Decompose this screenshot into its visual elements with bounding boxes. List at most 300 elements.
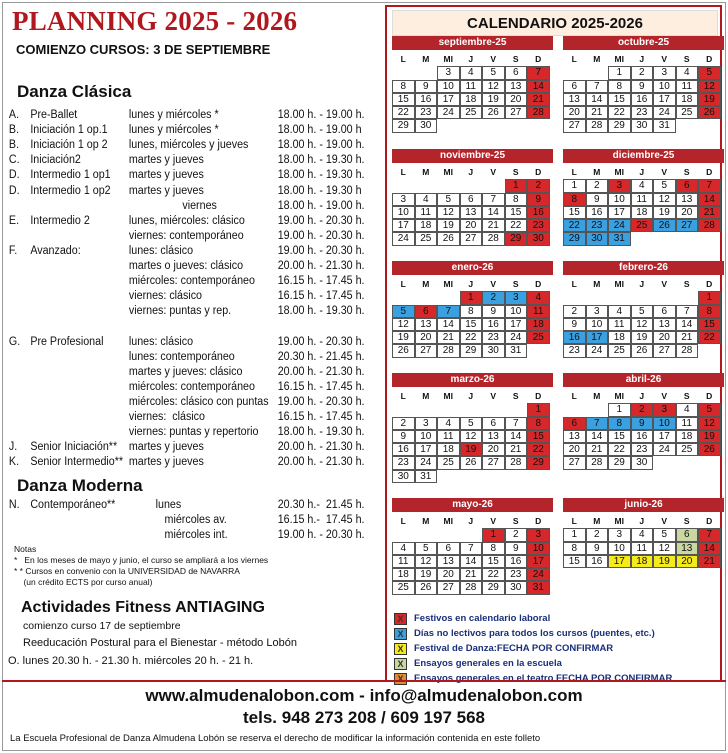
calendar-day: 11	[676, 417, 699, 430]
weekday-label: J	[639, 279, 645, 289]
calendar-day: 18	[392, 568, 415, 581]
course-time: 18.00 h. - 19.30 h	[277, 184, 362, 197]
calendar-day: 13	[437, 555, 460, 568]
calendar-day: 16	[586, 206, 609, 219]
calendar-day: 29	[563, 232, 586, 245]
legend-text: Festival de Danza:FECHA POR CONFIRMAR	[414, 643, 614, 654]
calendar-day: 23	[482, 331, 505, 344]
calendar-day: 21	[586, 106, 609, 119]
calendar-day: 1	[563, 179, 586, 192]
month-header: mayo-26	[392, 498, 553, 512]
calendar-day: 24	[608, 219, 631, 232]
calendar-day: 29	[460, 344, 483, 357]
legend-item	[392, 657, 672, 672]
weekday-label: MI	[443, 516, 453, 526]
calendar-day: 31	[608, 232, 631, 245]
weekday-label: S	[683, 279, 690, 289]
calendar-day: 13	[563, 430, 586, 443]
calendar-day: 13	[505, 80, 528, 93]
calendar-day: 26	[698, 443, 721, 456]
course-days: miércoles av.	[128, 514, 227, 527]
calendar-legend	[392, 612, 672, 687]
weekday-label: D	[706, 54, 713, 64]
calendar-day: 12	[653, 193, 676, 206]
calendar-day: 15	[505, 206, 528, 219]
calendar-day: 13	[482, 430, 505, 443]
calendar-day: 26	[415, 581, 438, 594]
course-letter: D.	[8, 169, 20, 182]
month-grid	[563, 278, 724, 358]
calendar-day: 23	[586, 219, 609, 232]
course-days: lunes: clásico	[128, 244, 194, 257]
calendar-day: 22	[608, 443, 631, 456]
weekday-label: MI	[443, 54, 453, 64]
contact-web-email[interactable]: www.almudenalobon.com - info@almudenalobon.com	[145, 686, 583, 705]
month-grid	[563, 390, 724, 470]
calendar-day: 14	[698, 542, 721, 555]
weekday-label: D	[706, 516, 713, 526]
legend-swatch: X	[394, 643, 407, 655]
note-line: (un crédito ECTS por curso anual)	[14, 577, 153, 587]
course-name: Senior Intermedio**	[30, 456, 124, 469]
calendar-day: 17	[392, 219, 415, 232]
calendar-day: 2	[482, 291, 505, 304]
weekday-label: L	[400, 54, 406, 64]
calendar-day: 21	[460, 568, 483, 581]
calendar-day: 7	[586, 417, 609, 430]
calendar-day: 28	[482, 232, 505, 245]
calendar-day: 17	[586, 331, 609, 344]
contact-phones: tels. 948 273 208 / 609 197 568	[243, 708, 485, 727]
calendar-day: 8	[392, 80, 415, 93]
fitness-title: Actividades Fitness ANTIAGING	[21, 599, 265, 616]
weekday-label: S	[512, 279, 519, 289]
calendar-day: 25	[676, 106, 699, 119]
weekday-label: S	[683, 516, 690, 526]
calendar-day: 7	[586, 80, 609, 93]
month-abril-26	[563, 373, 724, 470]
calendar-day: 19	[437, 219, 460, 232]
course-time: 18.00 h. - 19.00 h.	[277, 199, 365, 212]
calendar-day: 12	[482, 80, 505, 93]
note-line: * En los meses de mayo y junio, el curso se ampliará a los viernes	[14, 555, 269, 565]
calendar-day: 9	[415, 80, 438, 93]
weekday-label: M	[422, 279, 430, 289]
course-time: 18.00 h. - 19.00 h.	[277, 139, 365, 152]
calendar-day: 11	[415, 206, 438, 219]
calendar-day: 16	[631, 93, 654, 106]
course-time: 16.15 h.- 17.45 h.	[277, 514, 365, 527]
calendar-day: 11	[392, 555, 415, 568]
calendar-day: 6	[505, 66, 528, 79]
calendar-day: 17	[527, 555, 550, 568]
weekday-label: J	[468, 516, 474, 526]
month-junio-26	[563, 498, 724, 568]
weekday-label: V	[490, 54, 497, 64]
calendar-day: 6	[563, 417, 586, 430]
calendar-day: 13	[653, 318, 676, 331]
calendar-day: 24	[505, 331, 528, 344]
calendar-day: 17	[437, 93, 460, 106]
weekday-label: S	[512, 54, 519, 64]
calendar-day: 14	[505, 430, 528, 443]
course-days: viernes: contemporáneo	[128, 229, 244, 242]
calendar-day: 27	[460, 232, 483, 245]
calendar-day: 3	[653, 403, 676, 416]
legend-swatch: X	[394, 613, 407, 625]
calendar-day: 6	[653, 305, 676, 318]
legend-swatch: X	[394, 628, 407, 640]
calendar-day: 12	[631, 318, 654, 331]
note-line: Notas	[14, 544, 37, 554]
course-days: viernes: puntas y repertorio	[128, 426, 259, 439]
weekday-label: J	[468, 279, 474, 289]
calendar-day: 21	[676, 331, 699, 344]
weekday-label: MI	[614, 391, 624, 401]
calendar-day: 7	[460, 542, 483, 555]
calendar-day: 2	[527, 179, 550, 192]
calendar-day: 19	[482, 93, 505, 106]
calendar-day: 27	[563, 456, 586, 469]
course-name: Intermedio 1 op2	[30, 184, 111, 197]
calendar-day: 1	[527, 403, 550, 416]
calendar-day: 25	[631, 219, 654, 232]
course-days: martes o jueves: clásico	[128, 260, 244, 272]
weekday-label: M	[422, 391, 430, 401]
weekday-label: V	[661, 167, 668, 177]
calendar-day: 7	[505, 417, 528, 430]
month-header: noviembre-25	[392, 149, 553, 163]
course-days: viernes: clásico	[128, 290, 203, 303]
calendar-day: 16	[586, 555, 609, 568]
calendar-day: 23	[631, 443, 654, 456]
weekday-label: L	[571, 54, 577, 64]
course-letter: F.	[8, 244, 18, 257]
course-time: 18.00 h. - 19.30 h.	[277, 154, 365, 167]
course-days: martes y jueves	[128, 154, 204, 167]
month-header: abril-26	[563, 373, 724, 387]
calendar-day: 17	[653, 430, 676, 443]
course-letter: N.	[8, 499, 20, 511]
calendar-day: 14	[482, 206, 505, 219]
calendar-day: 1	[563, 528, 586, 541]
weekday-label: L	[400, 391, 406, 401]
calendar-day: 25	[460, 106, 483, 119]
course-name: Intermedio 2	[30, 214, 90, 227]
course-letter: A.	[8, 109, 20, 121]
calendar-day: 2	[563, 305, 586, 318]
course-time: 20.00 h. - 21.30 h.	[277, 365, 365, 378]
calendar-day: 23	[631, 106, 654, 119]
calendar-day: 23	[415, 106, 438, 119]
calendar-day: 14	[460, 555, 483, 568]
calendar-day: 8	[482, 542, 505, 555]
course-time: 20.00 h. - 21.30 h.	[277, 441, 365, 454]
calendar-day: 13	[563, 93, 586, 106]
calendar-day: 27	[653, 344, 676, 357]
calendar-day: 6	[460, 193, 483, 206]
calendar-day: 1	[505, 179, 528, 192]
month-header: enero-26	[392, 261, 553, 275]
calendar-day: 26	[392, 344, 415, 357]
weekday-label: M	[422, 54, 430, 64]
calendar-day: 2	[505, 528, 528, 541]
calendar-day: 19	[698, 430, 721, 443]
calendar-day: 15	[527, 430, 550, 443]
weekday-label: J	[639, 167, 645, 177]
notes	[14, 544, 268, 588]
calendar-day: 20	[676, 555, 699, 568]
calendar-day: 10	[437, 80, 460, 93]
calendar-day: 24	[653, 443, 676, 456]
calendar-day: 27	[676, 219, 699, 232]
weekday-label: J	[468, 167, 474, 177]
calendar-day: 1	[608, 403, 631, 416]
calendar-day: 10	[505, 305, 528, 318]
calendar-day: 3	[415, 417, 438, 430]
course-time: 19.00 h. - 20.30 h.	[277, 229, 365, 242]
calendar-day: 4	[437, 417, 460, 430]
calendar-day: 18	[415, 219, 438, 232]
calendar-day: 9	[392, 430, 415, 443]
calendar-day: 22	[527, 443, 550, 456]
calendar-day: 20	[676, 206, 699, 219]
calendar-day: 11	[437, 430, 460, 443]
calendar-day: 24	[415, 456, 438, 469]
calendar-day: 18	[631, 555, 654, 568]
course-days: martes y jueves	[128, 169, 204, 182]
calendar-day: 8	[608, 80, 631, 93]
calendar-day: 5	[482, 66, 505, 79]
calendar-day: 26	[482, 106, 505, 119]
calendar-day: 11	[676, 80, 699, 93]
calendar-day: 4	[392, 542, 415, 555]
course-name: Avanzado:	[30, 244, 81, 257]
clasica-heading: Danza Clásica	[17, 82, 132, 101]
calendar-day: 12	[392, 318, 415, 331]
month-grid	[563, 515, 724, 568]
month-septiembre-25	[392, 36, 553, 133]
calendar-day: 11	[527, 305, 550, 318]
calendar-day: 18	[460, 93, 483, 106]
calendar-day: 8	[698, 305, 721, 318]
course-time: 18.00 h. - 19.30 h.	[277, 305, 365, 318]
calendar-day: 7	[482, 193, 505, 206]
month-header: febrero-26	[563, 261, 724, 275]
calendar-day: 25	[527, 331, 550, 344]
calendar-day: 17	[653, 93, 676, 106]
course-letter: B.	[8, 124, 20, 137]
calendar-day: 21	[586, 443, 609, 456]
calendar-day: 3	[608, 528, 631, 541]
calendar-day: 6	[482, 417, 505, 430]
calendar-day: 30	[392, 470, 415, 483]
weekday-label: J	[639, 391, 645, 401]
calendar-day: 5	[631, 305, 654, 318]
course-days: miércoles: contemporáneo	[128, 275, 255, 288]
course-time: 18.00 h. - 19.00 h	[277, 124, 362, 137]
calendar-day: 28	[586, 119, 609, 132]
calendar-day: 17	[608, 206, 631, 219]
calendar-day: 29	[527, 456, 550, 469]
month-marzo-26	[392, 373, 553, 483]
calendar-day: 24	[586, 344, 609, 357]
calendar-day: 30	[482, 344, 505, 357]
calendar-day: 21	[482, 219, 505, 232]
calendar-day: 6	[437, 542, 460, 555]
course-name: Iniciación 1 op.1	[30, 124, 108, 137]
calendar-day: 27	[505, 106, 528, 119]
calendar-day: 18	[631, 206, 654, 219]
calendar-day: 26	[460, 456, 483, 469]
calendar-day: 29	[608, 119, 631, 132]
calendar-day: 8	[505, 193, 528, 206]
calendar-day: 12	[460, 430, 483, 443]
calendar-day: 20	[505, 93, 528, 106]
calendar-day: 5	[437, 193, 460, 206]
calendar-day: 4	[608, 305, 631, 318]
calendar-day: 24	[653, 106, 676, 119]
calendar-day: 28	[586, 456, 609, 469]
calendar-day: 5	[698, 66, 721, 79]
calendar-day: 27	[563, 119, 586, 132]
calendar-day: 26	[698, 106, 721, 119]
course-name: Pre Profesional	[30, 335, 104, 348]
calendar-day: 8	[563, 542, 586, 555]
calendar-day: 8	[608, 417, 631, 430]
start-date: COMIENZO CURSOS: 3 DE SEPTIEMBRE	[16, 42, 271, 57]
calendar-day: 15	[460, 318, 483, 331]
calendar-day: 12	[653, 542, 676, 555]
calendar-day: 30	[505, 581, 528, 594]
course-days: miércoles: clásico con puntas	[128, 395, 269, 408]
legend-item	[392, 627, 672, 642]
legend-item	[392, 612, 672, 627]
fitness-start: comienzo curso 17 de septiembre	[23, 620, 181, 632]
course-letter: D.	[8, 184, 20, 197]
weekday-label: D	[535, 516, 542, 526]
calendar-day: 7	[676, 305, 699, 318]
legend-text: Ensayos generales en el teatro FECHA POR CONFIRMAR	[414, 673, 673, 684]
weekday-label: MI	[443, 279, 453, 289]
course-time: 20.30 h. - 21.45 h.	[277, 350, 365, 363]
calendar-day: 9	[527, 193, 550, 206]
calendar-day: 13	[676, 542, 699, 555]
calendar-day: 21	[698, 206, 721, 219]
calendar-day: 2	[631, 66, 654, 79]
month-grid	[392, 390, 553, 483]
course-time: 19.00 h. - 20.30 h.	[277, 395, 365, 408]
calendar-day: 19	[460, 443, 483, 456]
calendar-day: 28	[437, 344, 460, 357]
calendar-day: 28	[460, 581, 483, 594]
calendar-day: 13	[460, 206, 483, 219]
calendar-day: 29	[608, 456, 631, 469]
course-days: lunes y miércoles *	[128, 124, 219, 137]
calendar-day: 3	[505, 291, 528, 304]
weekday-label: MI	[614, 167, 624, 177]
calendar-day: 18	[608, 331, 631, 344]
month-header: junio-26	[563, 498, 724, 512]
calendar-day: 28	[505, 456, 528, 469]
calendar-day: 24	[527, 568, 550, 581]
calendar-day: 1	[698, 291, 721, 304]
page-title: PLANNING 2025 - 2026	[12, 6, 298, 36]
calendar-day: 27	[415, 344, 438, 357]
calendar-day: 15	[563, 206, 586, 219]
course-letter: C.	[8, 154, 20, 167]
calendar-day: 22	[505, 219, 528, 232]
course-time: 20.00 h. - 21.30 h.	[277, 260, 365, 272]
calendar-day: 10	[653, 80, 676, 93]
calendar-day: 25	[392, 581, 415, 594]
calendar-day: 18	[676, 430, 699, 443]
weekday-label: S	[512, 391, 519, 401]
calendar-day: 6	[676, 179, 699, 192]
weekday-label: M	[593, 279, 601, 289]
weekday-label: V	[490, 167, 497, 177]
weekday-label: MI	[614, 54, 624, 64]
calendar-day: 16	[392, 443, 415, 456]
calendar-day: 10	[608, 193, 631, 206]
weekday-label: D	[706, 167, 713, 177]
weekday-label: M	[593, 391, 601, 401]
calendar-day: 18	[527, 318, 550, 331]
calendar-day: 14	[586, 430, 609, 443]
calendar-day: 9	[631, 80, 654, 93]
course-days: lunes	[128, 499, 182, 511]
calendar-day: 17	[415, 443, 438, 456]
calendar-day: 30	[631, 119, 654, 132]
calendar-day: 19	[392, 331, 415, 344]
weekday-label: V	[661, 54, 668, 64]
weekday-label: MI	[443, 391, 453, 401]
weekday-label: M	[593, 516, 601, 526]
month-grid	[392, 53, 553, 133]
calendar-day: 8	[460, 305, 483, 318]
calendar-title: CALENDARIO 2025-2026	[392, 10, 718, 36]
legend-text: Festivos en calendario laboral	[414, 613, 551, 624]
course-letter: E.	[8, 214, 20, 227]
calendar-day: 28	[698, 219, 721, 232]
weekday-label: S	[512, 516, 519, 526]
calendar-day: 20	[437, 568, 460, 581]
course-letter: G.	[8, 335, 21, 348]
calendar-day: 9	[482, 305, 505, 318]
course-time: 18.00 h. - 19.00 h.	[277, 109, 365, 121]
weekday-label: L	[400, 516, 406, 526]
calendar-day: 11	[631, 542, 654, 555]
calendar-day: 29	[392, 119, 415, 132]
month-febrero-26	[563, 261, 724, 358]
calendar-day: 4	[631, 179, 654, 192]
calendar-day: 3	[437, 66, 460, 79]
calendar-day: 30	[415, 119, 438, 132]
calendar-day: 5	[653, 179, 676, 192]
weekday-label: D	[535, 279, 542, 289]
calendar-day: 5	[698, 403, 721, 416]
calendar-day: 5	[460, 417, 483, 430]
month-header: diciembre-25	[563, 149, 724, 163]
course-time: 19.00 h. - 20.30 h.	[277, 335, 365, 348]
course-days: viernes: clásico	[128, 411, 205, 423]
calendar-day: 23	[563, 344, 586, 357]
calendar-day: 6	[676, 528, 699, 541]
calendar-day: 16	[527, 206, 550, 219]
course-time: 20.00 h. - 21.30 h.	[277, 456, 365, 469]
calendar-day: 21	[437, 331, 460, 344]
calendar-day: 1	[482, 528, 505, 541]
